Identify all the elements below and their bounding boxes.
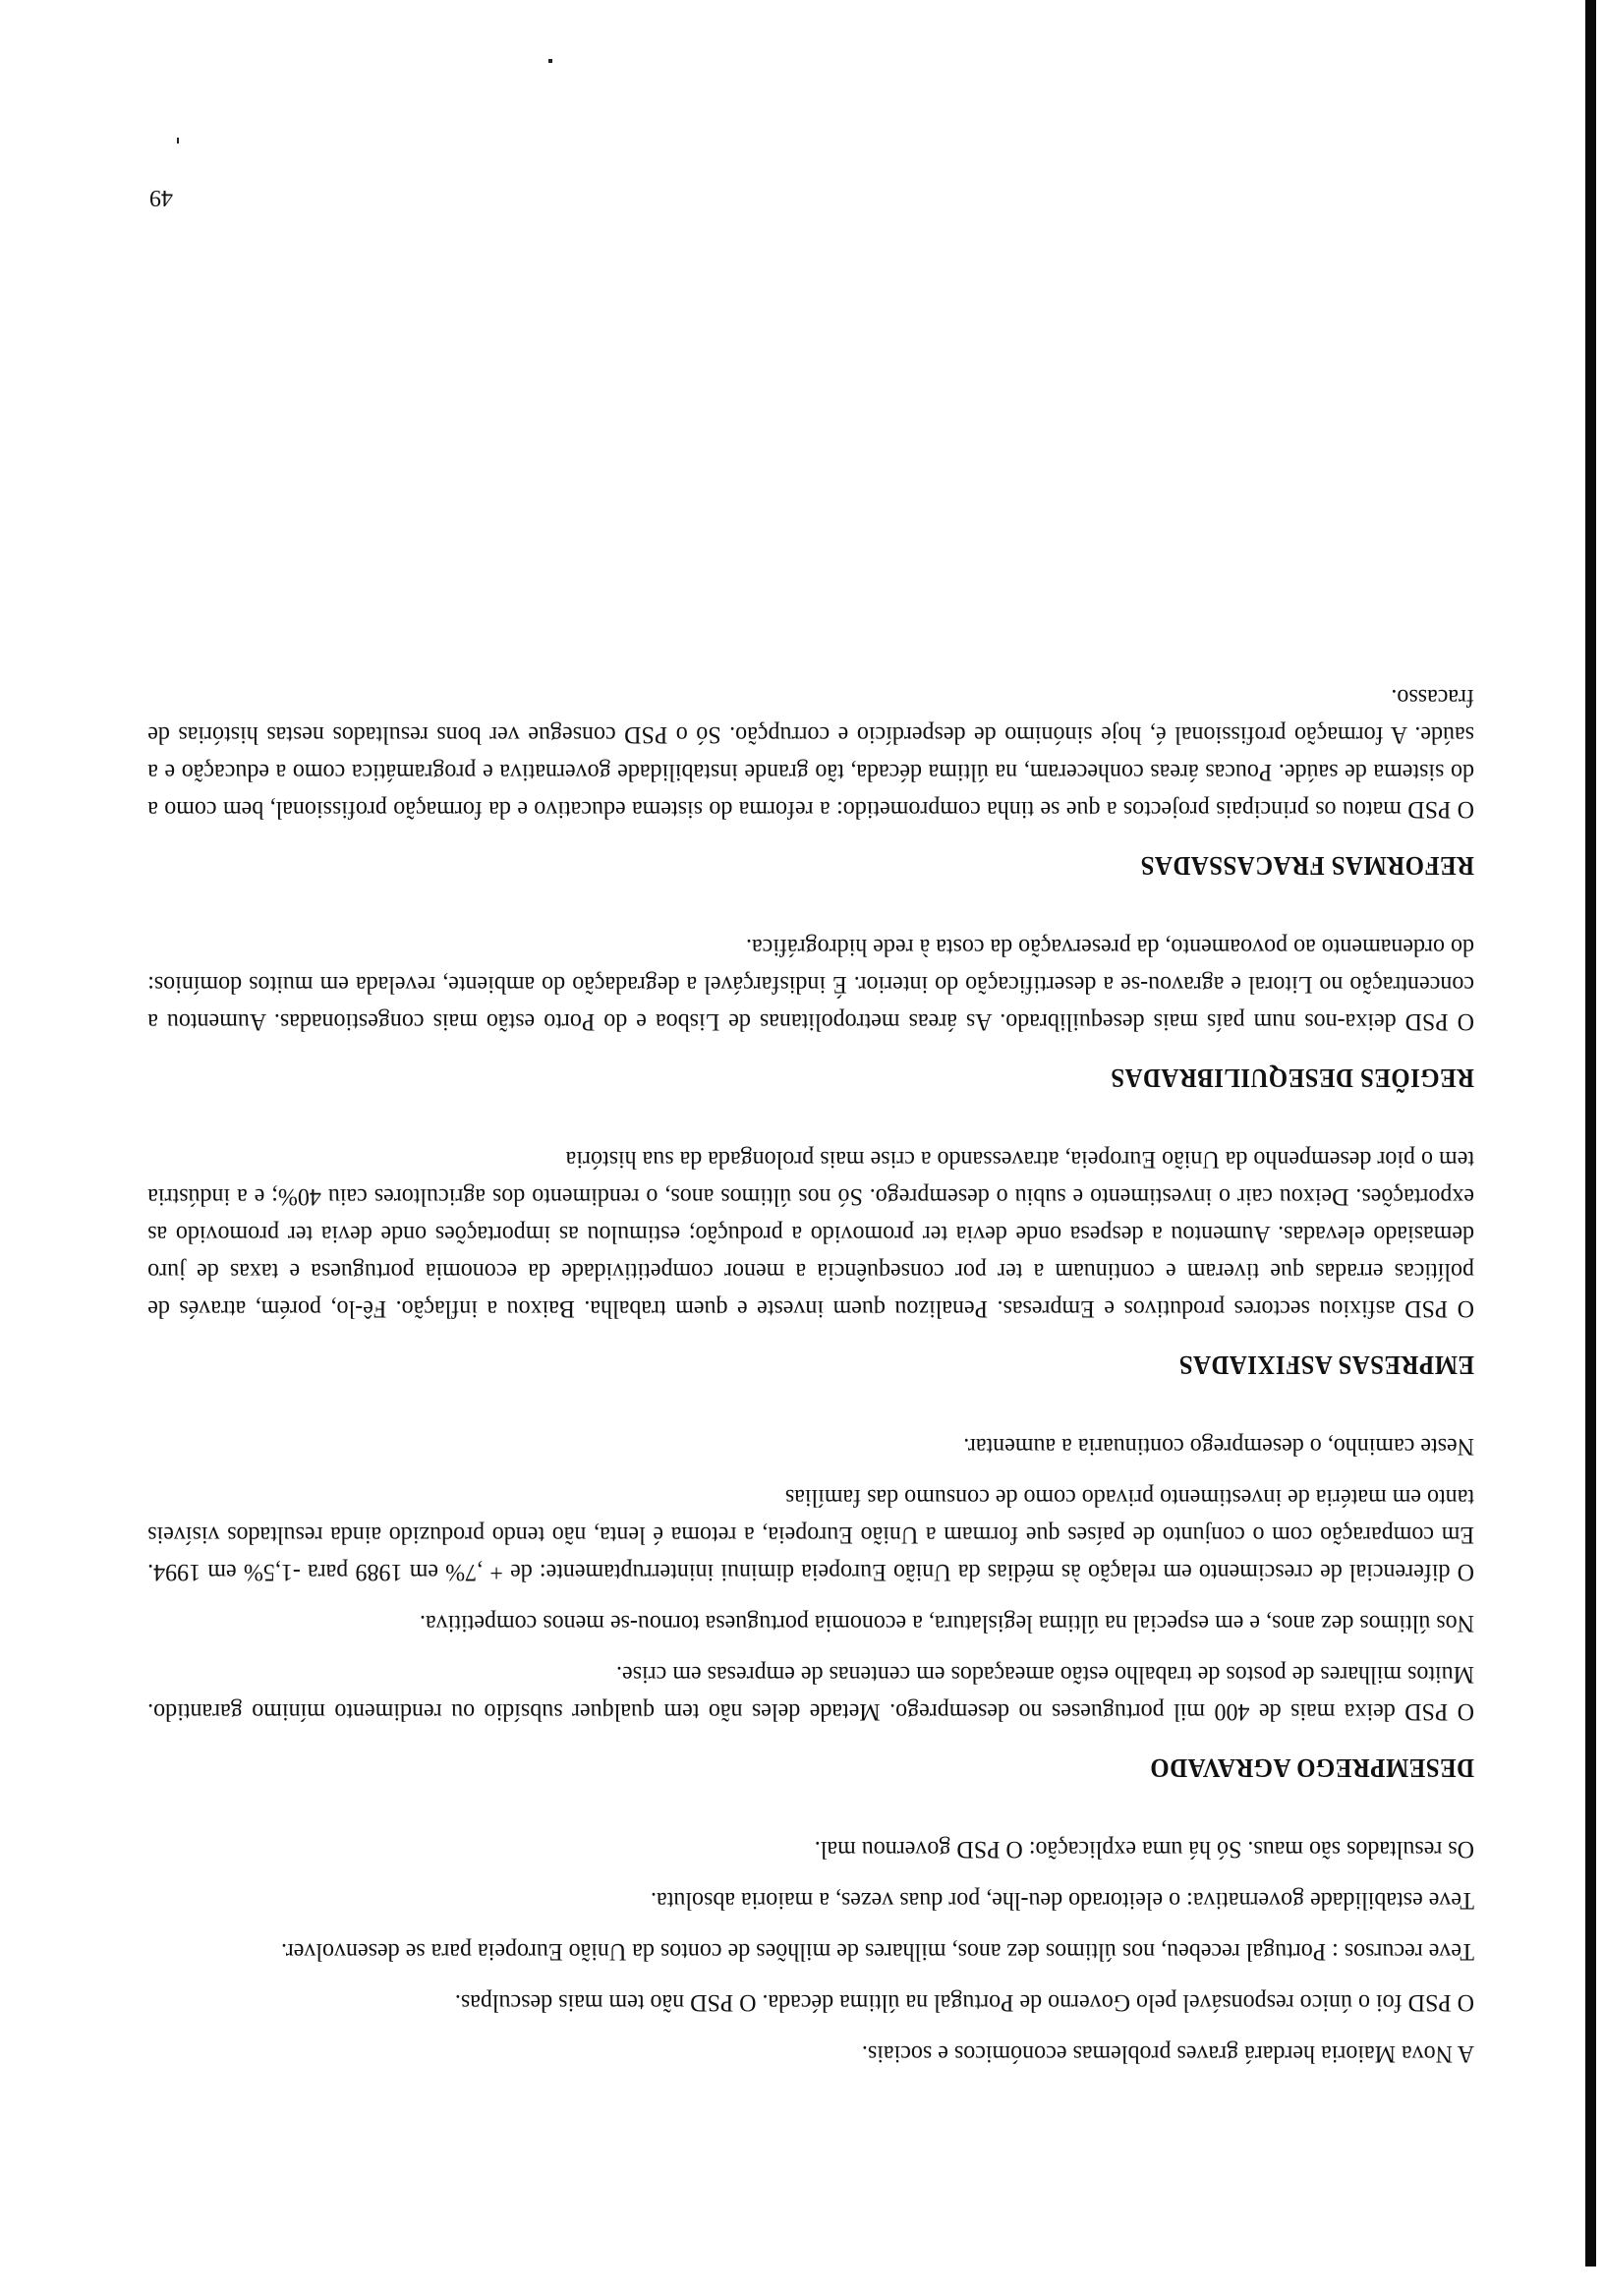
page-number: 49	[149, 185, 173, 210]
paragraph: O PSD foi o único responsável pelo Governo de Portugal na última década. O PSD não tem mais desculpas.	[454, 1989, 1474, 2016]
section-heading-empresas: EMPRESAS ASFIXIADAS	[1178, 1350, 1474, 1380]
paragraph: Neste caminho, o desemprego continuaria a aumentar.	[963, 1433, 1474, 1460]
paragraph: Teve estabilidade governativa: o eleitorado deu-lhe, por duas vezes, a maioria absoluta.	[650, 1887, 1474, 1914]
paragraph: Teve recursos : Portugal recebeu, nos últimos dez anos, milhares de milhões de contos da União Europeia para se desenvolver.	[281, 1938, 1474, 1965]
section-heading-desemprego: DESEMPREGO AGRAVADO	[1149, 1753, 1474, 1783]
paragraph: O diferencial de crescimento em relação às médias da União Europeia diminui ininterruptamente: de + ,7% em 1989 para -1,5% em 1994. Em comparação com o conjunto de países que formam a União Europeia, a retoma é lenta, não tendo produzido ainda resultados visíveis tanto em matéria de investimento privado como de consumo das famílias	[147, 1484, 1474, 1585]
paragraph: O PSD matou os principais projectos a que se tinha comprometido: a reforma do sistema educativo e da formação profissional, bem como a do sistema de saúde. Poucas áreas conheceram, na última década, tão grande instabilidade governativa e programática como a educação e a saúde. A formação profissional é, hoje sinónimo de desperdício e corrupção. Só o PSD consegue ver bons resultados nestas histórias de fracasso.	[147, 684, 1474, 823]
scan-edge-shadow	[1585, 0, 1596, 2267]
paragraph: Nos últimos dez anos, e em especial na última legislatura, a economia portuguesa tornou-se menos competitiva.	[419, 1610, 1474, 1636]
paragraph: O PSD asfixiou sectores produtivos e Empresas. Penalizou quem investe e quem trabalha. Baixou a inflação. Fê-lo, porém, através de políticas erradas que tiveram e continuam a ter por consequência a menor competitividade da economia portuguesa e taxas de juro demasiado elevadas. Aumentou a despesa onde devia ter promovido a produção; estimulou as importações onde devia ter promovido as exportações. Deixou cair o investimento e subiu o desemprego. Só nos últimos anos, o rendimento dos agricultores caiu 40%; e a indústria tem o pior desempenho da União Europeia, atravessando a crise mais prolongada da sua história	[147, 1146, 1474, 1322]
scan-speck	[548, 59, 552, 63]
section-heading-reformas: REFORMAS FRACASSADAS	[1140, 851, 1474, 881]
paragraph: O PSD deixa mais de 400 mil portugueses no desemprego. Metade deles não tem qualquer subsídio ou rendimento mínimo garantido. Muitos milhares de postos de trabalho estão ameaçados em centenas de empresas em crise.	[147, 1661, 1474, 1725]
intro-paragraph: A Nova Maioria herdará graves problemas económicos e sociais.	[861, 2040, 1474, 2067]
paragraph: O PSD deixa-nos num país mais desequilibrado. As áreas metropolitanas de Lisboa e do Porto estão mais congestionadas. Aumentou a concentração no Litoral e agravou-se a desertificação do interior. É indisfarçável a degradação do ambiente, revelada em muitos domínios: do ordenamento ao povoamento, da preservação da costa à rede hidrográfica.	[147, 934, 1474, 1035]
document-body	[145, 664, 1474, 2072]
paragraph: Os resultados são maus. Só há uma explicação: O PSD governou mal.	[814, 1836, 1474, 1863]
section-heading-regioes: REGIÕES DESEQUILIBRADAS	[1110, 1063, 1474, 1093]
scan-speck	[177, 138, 179, 144]
